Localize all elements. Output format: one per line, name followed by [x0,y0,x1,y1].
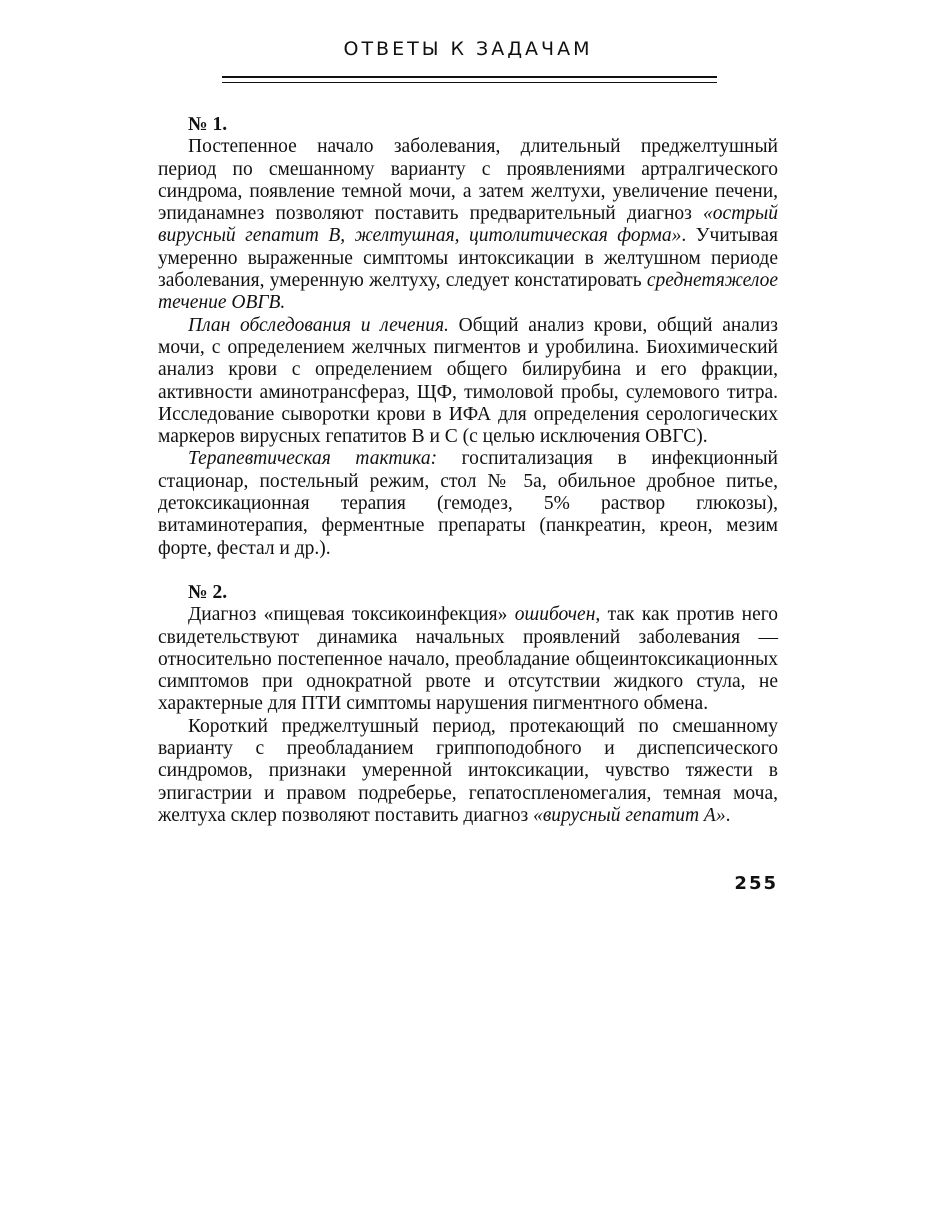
task-2-paragraph-diagnosis [158,716,778,827]
task-2-paragraph-rejection [158,604,778,715]
severity-italic: среднетяжелое течение ОВГВ. [158,270,778,314]
book-page [158,0,778,1230]
task-1-paragraph-therapy [158,448,778,559]
text-run: госпитализация в инфекционный стационар, постельный режим, стол № 5а, обильное дробное питье, детоксикационная терапия (гемодез, 5% раствор глюкозы), витаминотерапия, ферментные препараты (панкреатин, креон, мезим форте, фестал и др.). [158,448,778,559]
text-run: Постепенное начало заболевания, длительный преджелтушный период по смешанному варианту с проявлениями артралгического синдрома, появление темной мочи, а затем желтухи, увеличение печени, эпиданамнез позволяют поставить предварительный диагноз [158,136,778,225]
diagnosis-italic: «острый вирусный гепатит В, желтушная, цитолитическая форма» [158,203,778,247]
text-run: . Учитывая умеренно выраженные симптомы интоксикации в желтушном периоде заболевания, умеренную желтуху, следует констатировать [158,225,778,292]
diagnosis-italic: «вирусный гепатит А» [533,804,726,826]
running-head-title: ОТВЕТЫ К ЗАДАЧАМ [343,38,593,60]
header-rule-thick [222,76,717,78]
text-run: . [725,804,731,826]
page-number: 255 [734,873,778,894]
task-1-paragraph-diagnosis [158,136,778,314]
page-content [158,114,778,827]
mistaken-italic: ошибочен [514,604,596,626]
plan-label-italic: План обследования и лечения. [188,314,449,336]
task-1-heading: № 1. [188,114,228,135]
therapy-label-italic: Терапевтическая тактика: [188,448,438,470]
text-run: Диагноз «пищевая токсикоинфекция» [188,604,515,626]
header-rule-thin [222,82,717,83]
text-run: Общий анализ крови, общий анализ мочи, с определением желчных пигментов и уробилина. Биохимический анализ крови с определением общего билирубина и его фракции, активности аминотрансфераз, ЩФ, тимоловой пробы, сулемового титра. Исследование сыворотки крови в ИФА для определения серологических маркеров вирусных гепатитов В и С (с целью исключения ОВГС). [158,314,779,448]
task-1-paragraph-plan [158,315,778,449]
task-2-heading: № 2. [188,581,228,603]
text-run: , так как против него свидетельствуют динамика начальных проявлений заболевания — относительно постепенное начало, преобладание общеинтоксикационных симптомов при однократной рвоте и отсутствии жидкого стула, не характерные для ПТИ симптомы нарушения пигментного обмена. [158,604,778,715]
text-run: Короткий преджелтушный период, протекающий по смешанному варианту с преобладанием гриппоподобного и диспепсического синдромов, признаки умеренной интоксикации, чувство тяжести в эпигастрии и правом подреберье, гепатоспленомегалия, темная моча, желтуха склер позволяют поставить диагноз [158,715,778,826]
